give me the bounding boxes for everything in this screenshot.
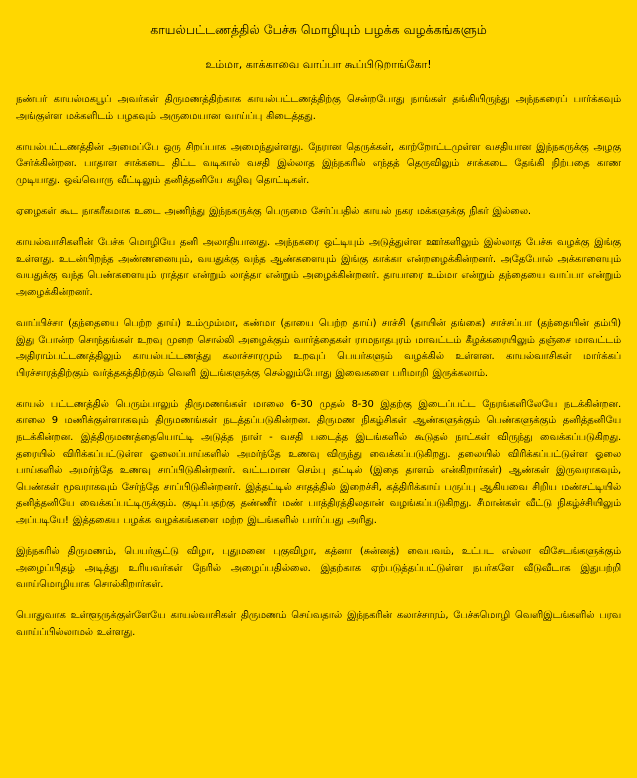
paragraph-6: காயல் பட்டணத்தில் பெரும்பாலும் திருமணங்கள் மாலை 6-30 முதல் 8-30 இதற்கு இடைப்பட்ட நேரங்களிலேயே நடக்கின்றன. காலை 9 மணிக்குள்ளாகவும் திருமணங்கள் நடத்தப்படுகின்றன. திருமண நிகழ்சிகள் ஆண்களுக்கும் பெண்களுக்கும் தனித்தனியே நடக்கின்றன. இத்திருமணத்தையொட்டி அடுத்த நாள் - வசதி படைத்த இடங்களில் கூடுதல் நாட்கள் விருந்து வைக்கப்படுகிறது. தரையில் விரிக்கப்பட்டுள்ள ஓலைப்பாய்களில் அமர்ந்தே உணவு விருந்து வைக்கப்படுகிறது. தலையில் விரிக்கப்பட்டுள்ள ஓலை பாய்களில் அமர்ந்தே உணவு சாப்பிடுகின்றனர். வட்டமான செம்பு தட்டில் (இதை தாளம் என்கிறார்கள்) ஆண்கள் இருவராகவும், பெண்கள் மூவராகவும் சேர்ந்தே சாப்பிடுகின்றனர். இத்தட்டில் சாதத்தில் இறைச்சி, கத்திரிக்காய் பருப்பு ஆகியவை சிறிய மண்சட்டியில் தனித்தனியே வைக்கப்பட்டிருக்கும். குடிப்பதற்கு தண்ணீர் மண் பாத்திரத்திலதான் வழங்கப்படுகிறது. சீமான்கள் வீட்டு நிகழ்ச்சியிலும் அப்படியே! இத்தகைய பழக்க வழக்கங்களை மற்ற இடங்களில் பார்ப்பது அரிது.: [16, 398, 621, 526]
paragraph-3: ஏழைகள் கூட நாகரீகமாக உடை அணிந்து இந்நகருக்கு பெருமை சேர்ப்பதில் காயல் நகர மக்களுக்கு நிகர் இல்லை.: [16, 205, 531, 217]
article-subtitle: உம்மா, காக்காவை வாப்பா கூப்பிடுறாங்கோ!: [205, 58, 432, 71]
article-title: காயல்பட்டணத்தில் பேச்சு மொழியும் பழக்க வழக்கங்களும்: [150, 22, 487, 37]
paragraph-4: காயல்வாசிகளின் பேச்சு மொழியே தனி அலாதியானது. அந்நகரை ஒட்டியும் அடுத்துள்ள ஊர்களிலும் இல்லாத பேச்சு வழக்கு இங்கு உள்ளது. உடன்பிறந்த அண்ணனையும், வயதுக்கு வந்த ஆண்களையும் இங்கு காக்கா என்றழைக்கின்றனர். அதேபோல் அக்காளையும் வயதுக்கு வந்த பெண்களையும் ராத்தா என்றும் லாத்தா என்றும் அழைக்கின்றனர். தாயாரை உம்மா என்றும் தந்தையை வாப்பா என்றும் அழைக்கின்றனர்.: [16, 237, 621, 298]
paragraph-5: வாப்பிச்சா (தந்தையை பெற்ற தாய்) உம்மும்மா, கண்மா (தாயை பெற்ற தாய்) சாச்சி (தாயின் தங்கை) சாச்சப்பா (தந்தையின் தம்பி) இது போன்ற சொந்தங்கள் உறவு முறை சொல்லி அழைக்கும் வார்த்தைகள் ராமநாதபுரம் மாவட்டம் கீழக்கரையிலும் தஞ்சை மாவட்டம் அதிராம்பட்டணத்திலும் காயல்பட்டணத்து கலாச்சாரமும் உறவுப் பெயர்களும் வழக்கில் உள்ளன. காயல்வாசிகள் மார்க்கப் பிரச்சாரத்திற்கும் வர்த்தகத்திற்கும் வெளி இடங்களுக்கு செல்லும்போது இவைகளை பரிமாறி இருக்கலாம்.: [16, 317, 621, 379]
paragraph-2: காயல்பட்டணத்தின் அமைப்பே ஒரு சிறப்பாக அமைந்துள்ளது. நேரான தெருக்கள், காற்றோட்டமுள்ள வசதியான இந்நகருக்கு அழகு சேர்க்கின்றன. பாதாள சாக்கடை திட்ட வடிகால் வசதி இல்லாத இந்நகரில் எந்தத் தெருவிலும் சாக்கடை தேங்கி நிற்பதை காண முடியாது. ஒவ்வொரு வீட்டிலும் தனித்தனியே கழிவு தொட்டிகள்.: [16, 141, 621, 186]
paragraph-1: நண்பர் காயல்மகபூப் அவர்கள் திருமணத்திற்காக காயல்பட்டணத்திற்கு சென்றபோது நாங்கள் தங்கியிருந்து அந்நகரைப் பார்க்கவும் அங்குள்ள மக்களிடம் பழகவும் அருமையான வாய்ப்பு கிடைத்தது.: [16, 94, 621, 122]
paragraph-8: பொதுவாக உள்ளூருக்குள்ளேயே காயல்வாசிகள் திருமணம் செய்வதால் இந்நகரின் கலாச்சாரம், பேச்சுமொழி வெளிஇடங்களில் பரவ வாய்ப்பில்லாமல் உள்ளது.: [16, 610, 621, 638]
paragraph-7: இந்நகரில் திருமணம், பெயர்சூட்டு விழா, புதுமனை புகுவிழா, கத்னா (சுன்னத்) வைபவம், உட்பட எல்லா விசேடங்களுக்கும் அழைப்பிதழ் அடித்து உரியவர்கள் நேரில் அழைப்பதில்லை. இதற்காக ஏற்படுத்தப்பட்டுள்ள நபர்களே வீடுவீடாக இதுபற்றி வாய்மொழியாக சொல்கிறார்கள்.: [16, 546, 621, 591]
